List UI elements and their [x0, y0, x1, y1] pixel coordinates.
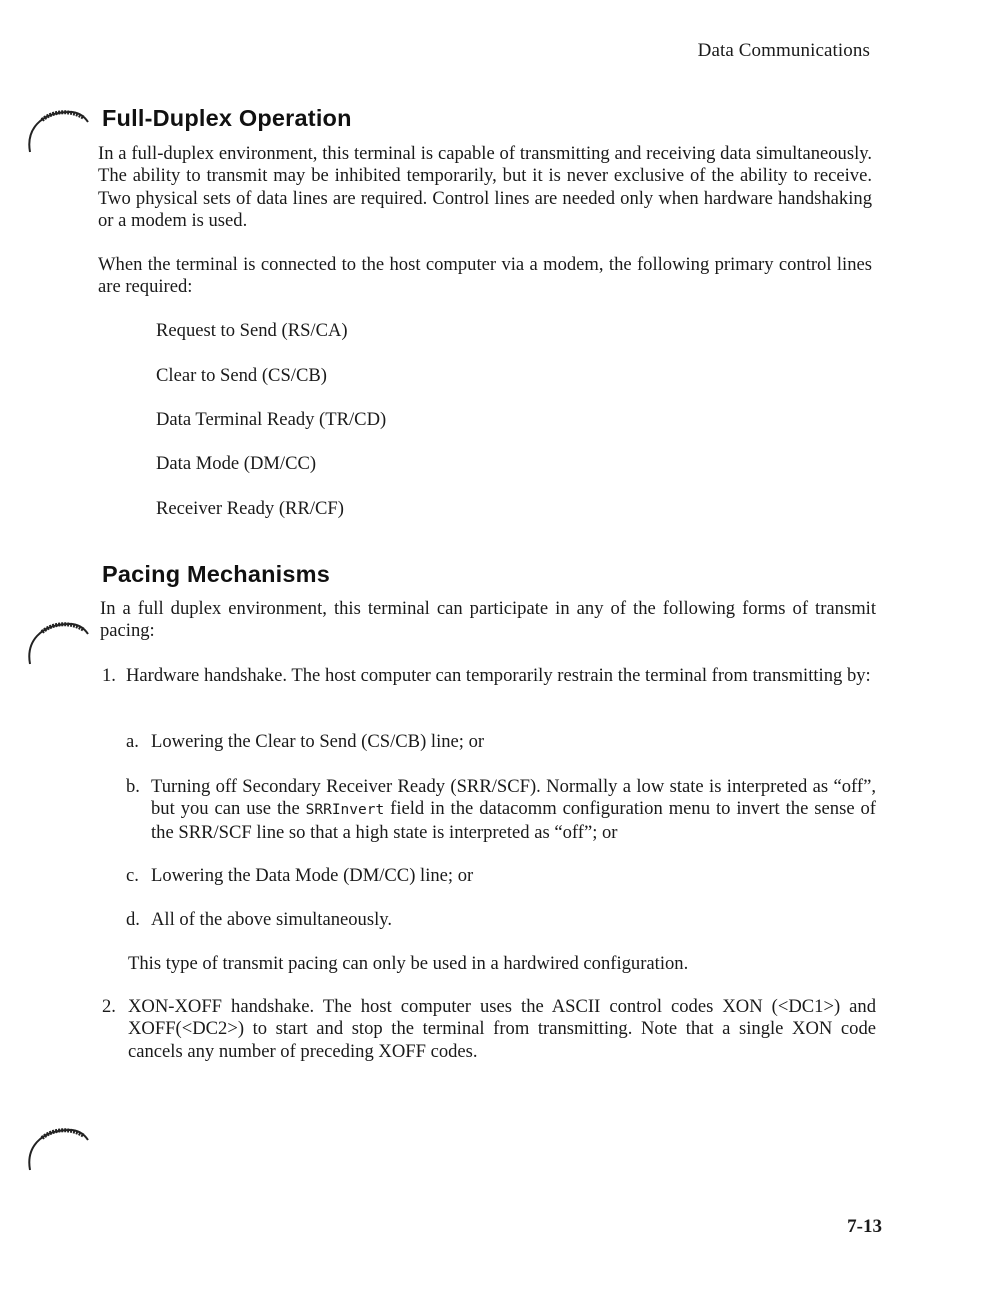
section-heading-full-duplex: Full-Duplex Operation [102, 105, 352, 131]
item-text: XON-XOFF handshake. The host computer uses the ASCII control codes XON (<DC1>) and XOFF(<DC2>) to start and stop the terminal from transmitting. Note that a single XON code cancels any number of preceding XOFF codes. [128, 996, 876, 1062]
sub-item-text: Lowering the Clear to Send (CS/CB) line; or [151, 731, 485, 752]
config-field-name: SRRInvert [305, 802, 385, 819]
item-text: Hardware handshake. The host computer can temporarily restrain the terminal from transmitting by: [126, 665, 871, 686]
sub-item-b [126, 776, 876, 844]
sub-item-a [126, 731, 876, 753]
sub-item-d [126, 909, 876, 931]
sub-item-text: Lowering the Data Mode (DM/CC) line; or [151, 865, 474, 886]
sub-item-letter: c. [126, 865, 139, 886]
control-line-item: Request to Send (RS/CA) [156, 320, 348, 341]
control-line-item: Clear to Send (CS/CB) [156, 365, 327, 386]
running-header: Data Communications [697, 40, 870, 61]
sub-item-letter: b. [126, 776, 140, 797]
paragraph-hardwired-note: This type of transmit pacing can only be used in a hardwired configuration. [128, 953, 689, 974]
item-number: 1. [102, 665, 116, 686]
paragraph-pacing-intro: In a full duplex environment, this terminal can participate in any of the following forms of transmit pacing: [100, 598, 876, 642]
binder-ring-icon [22, 612, 92, 672]
sub-item-letter: a. [126, 731, 139, 752]
paragraph-modem: When the terminal is connected to the host computer via a modem, the following primary control lines are required: [98, 254, 872, 298]
section-heading-pacing: Pacing Mechanisms [102, 561, 331, 587]
sub-item-text-after: field in the datacomm configuration menu to invert the sense of the SRR/SCF line so that a high state is interpreted as “off”; or [151, 798, 876, 843]
control-line-item: Data Terminal Ready (TR/CD) [156, 409, 387, 430]
sub-item-letter: d. [126, 909, 140, 930]
page-number: 7-13 [847, 1216, 882, 1237]
binder-ring-icon [22, 1118, 92, 1178]
sub-item-c [126, 865, 876, 887]
control-line-item: Receiver Ready (RR/CF) [156, 498, 344, 519]
numbered-item-hardware [102, 665, 876, 687]
numbered-item-xon-xoff [102, 996, 876, 1063]
sub-item-text: All of the above simultaneously. [151, 909, 392, 930]
control-line-item: Data Mode (DM/CC) [156, 453, 317, 474]
sub-item-text [151, 776, 876, 844]
item-number: 2. [102, 996, 116, 1017]
sub-item-text-before: Turning off Secondary Receiver Ready (SRR/SCF). Normally a low state is interpreted as “off”, but you can use the [151, 776, 876, 820]
binder-ring-icon [22, 100, 92, 160]
paragraph-full-duplex: In a full-duplex environment, this terminal is capable of transmitting and receiving data simultaneously. The ability to transmit may be inhibited temporarily, but it is never exclusive of the ability to receive. Two physical sets of data lines are required. Control lines are needed only when hardware handshaking or a modem is used. [98, 143, 872, 231]
